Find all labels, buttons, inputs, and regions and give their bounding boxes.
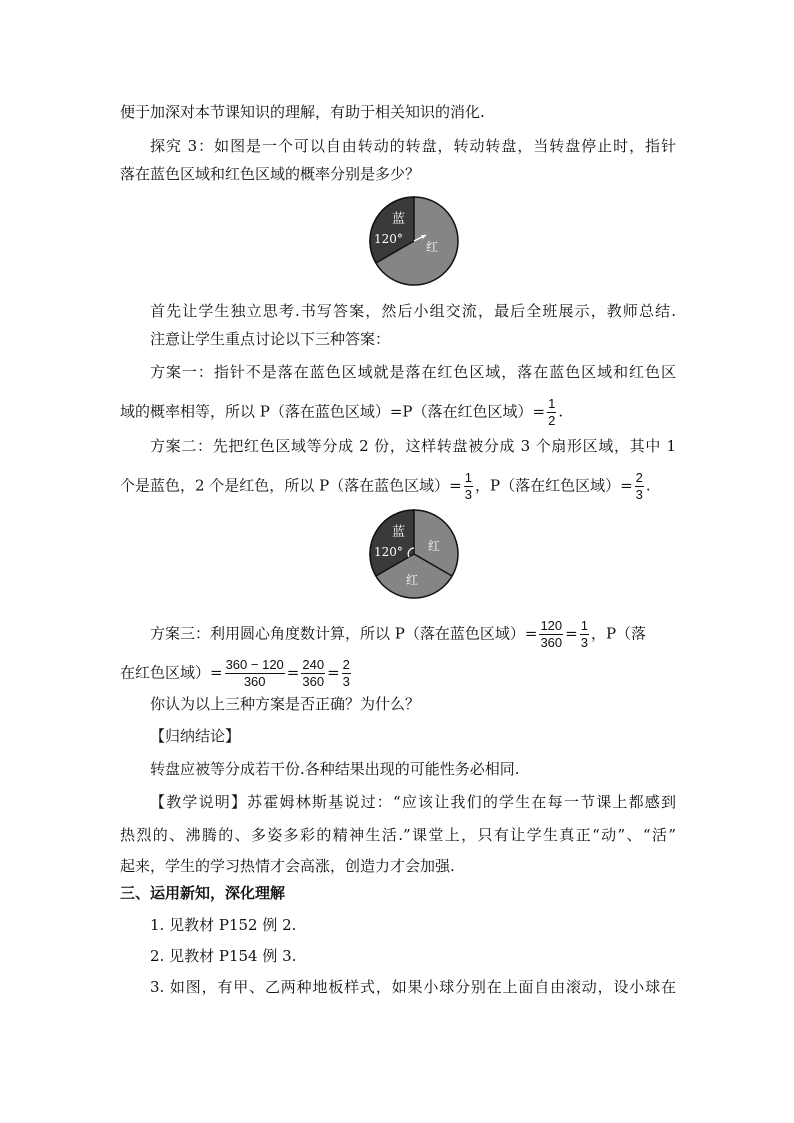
spinner1-angle-label: 120°	[374, 232, 403, 246]
spinner2-blue-label: 蓝	[392, 525, 406, 540]
spinner2-red-label-1: 红	[428, 539, 441, 553]
spinner1-red-label: 红	[426, 240, 439, 254]
list-item-1: 1. 见教材 P152 例 2.	[150, 916, 297, 934]
plan1-line1: 方案一：指针不是落在蓝色区域就是落在红色区域，落在蓝色区域和红色区	[150, 363, 676, 381]
fraction-120-360: $\frac{120}{360}$	[540, 618, 563, 650]
fraction-one-third-b: $\frac{1}{3}$	[580, 618, 588, 650]
conclusion-text: 转盘应被等分成若干份.各种结果出现的可能性务必相同.	[150, 760, 520, 778]
teaching-note-line2: 热烈的、沸腾的、多姿多彩的精神生活.”课堂上，只有让学生真正“动”、“活”	[120, 826, 676, 844]
paragraph-steps: 首先让学生独立思考.书写答案，然后小组交流，最后全班展示，教师总结.	[150, 302, 676, 320]
fraction-one-third: $\frac{1}{3}$	[464, 470, 472, 502]
spinner2-red-label-2: 红	[406, 573, 419, 587]
teaching-note-line3: 起来，学生的学习热情才会高涨，创造力才会加强.	[120, 857, 455, 875]
fraction-240-360: $\frac{240}{360}$	[302, 657, 325, 689]
plan3-line1: 方案三：利用圆心角度数计算，所以 P（落在蓝色区域）= $\frac{120}{360}$ = $\frac{1}{3}$ ，P（落	[150, 618, 647, 650]
teaching-note-line1: 【教学说明】苏霍姆林斯基说过：“应该让我们的学生在每一节课上都感到	[150, 793, 676, 811]
section-conclusion-label: 【归纳结论】	[150, 727, 241, 745]
spinner-figure-2	[368, 508, 460, 600]
plan1-line2: 域的概率相等，所以 P（落在蓝色区域）=P（落在红色区域）= $\frac{1}{2}$ .	[120, 396, 564, 428]
plan1-text: 域的概率相等，所以 P（落在蓝色区域）=P（落在红色区域）=	[120, 402, 546, 421]
paragraph-discussion: 注意让学生重点讨论以下三种答案：	[150, 330, 391, 348]
fraction-diff-360: $\frac{360 - 120}{360}$	[225, 657, 284, 689]
fraction-half: $\frac{1}{2}$	[548, 396, 556, 428]
spinner-figure-1	[368, 195, 460, 287]
spinner2-angle-label: 120°	[374, 545, 403, 559]
plan3-line2: 在红色区域）= $\frac{360 - 120}{360}$ = $\frac{240}{360}$ = $\frac{2}{3}$	[120, 657, 350, 689]
section-heading-3: 三、运用新知，深化理解	[120, 884, 286, 902]
question: 你认为以上三种方案是否正确？为什么？	[150, 695, 421, 713]
paragraph-explore3-line1: 探究 3：如图是一个可以自由转动的转盘，转动转盘，当转盘停止时，指针	[150, 137, 676, 155]
plan2-line1: 方案二：先把红色区域等分成 2 份，这样转盘被分成 3 个扇形区域，其中 1	[150, 437, 676, 455]
paragraph-intro: 便于加深对本节课知识的理解，有助于相关知识的消化.	[120, 103, 485, 121]
paragraph-explore3-line2: 落在蓝色区域和红色区域的概率分别是多少？	[120, 165, 421, 183]
spinner1-blue-label: 蓝	[392, 212, 406, 227]
fraction-two-thirds-b: $\frac{2}{3}$	[342, 657, 350, 689]
list-item-2: 2. 见教材 P154 例 3.	[150, 947, 297, 965]
list-item-3: 3. 如图，有甲、乙两种地板样式，如果小球分别在上面自由滚动，设小球在	[150, 978, 676, 996]
fraction-two-thirds: $\frac{2}{3}$	[635, 470, 643, 502]
plan2-line2: 个是蓝色，2 个是红色，所以 P（落在蓝色区域）= $\frac{1}{3}$ ，P（落在红色区域）= $\frac{2}{3}$ .	[120, 470, 651, 502]
